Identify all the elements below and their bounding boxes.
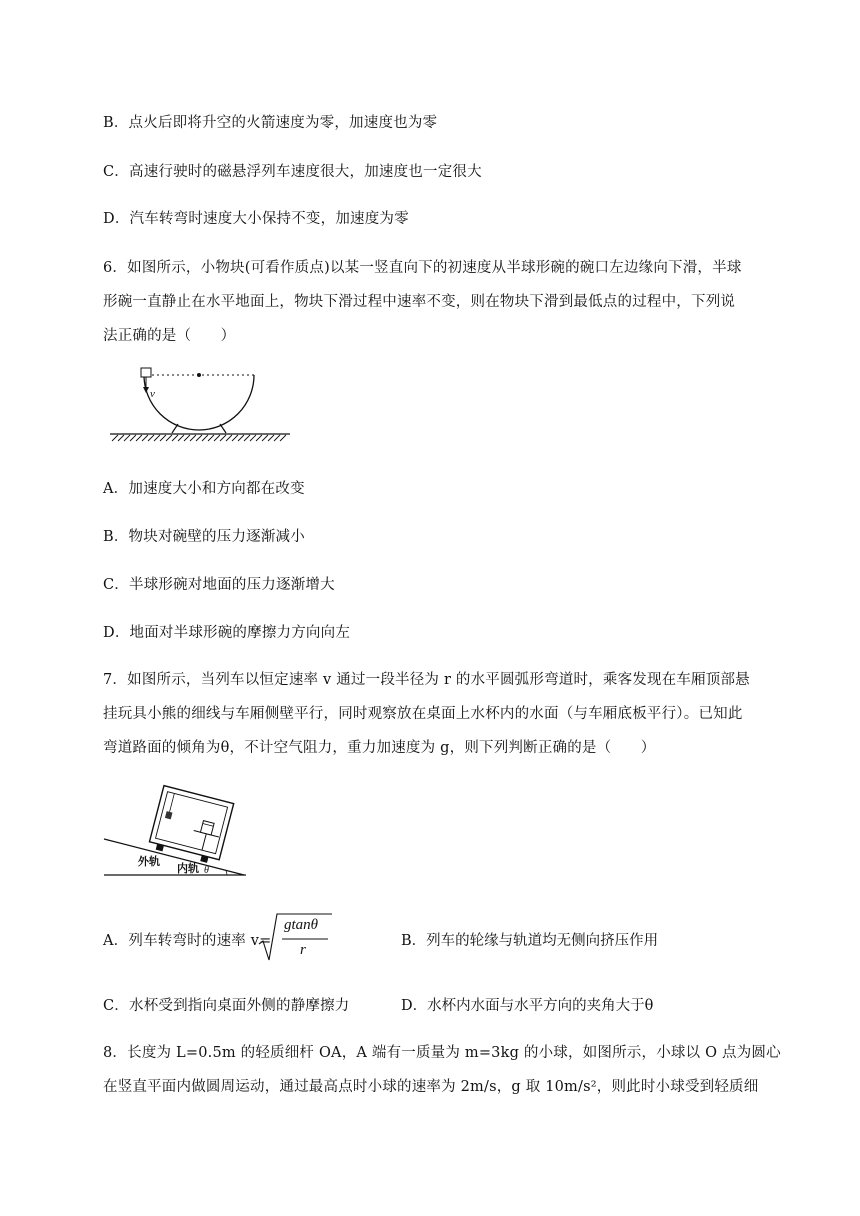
q6-option-c: C．半球形碗对地面的压力逐渐增大 — [103, 577, 335, 593]
bowl-figure — [108, 362, 294, 446]
q6-stem-line3: 法正确的是（ ） — [103, 328, 236, 344]
angle-label: θ — [204, 865, 209, 876]
q6-option-d: D．地面对半球形碗的摩擦力方向向左 — [103, 625, 351, 641]
train-figure — [102, 784, 252, 880]
q7-option-c: C．水杯受到指向桌面外侧的静摩擦力 — [103, 998, 350, 1014]
q7-option-a-formula — [258, 912, 333, 964]
q7-option-b: B．列车的轮缘与轨道均无侧向挤压作用 — [401, 933, 659, 949]
velocity-label: v — [150, 388, 155, 400]
q6-stem-line2: 形碗一直静止在水平地面上，物块下滑过程中速率不变，则在物块下滑到最低点的过程中，下列说 — [103, 294, 736, 310]
q7-stem-line2: 挂玩具小熊的细线与车厢侧壁平行，同时观察放在桌面上水杯内的水面（与车厢底板平行）。已知此 — [103, 706, 743, 722]
q8-stem-line2: 在竖直平面内做圆周运动，通过最高点时小球的速率为 2m/s，g 取 10m/s²，则此时小球受到轻质细 — [103, 1079, 759, 1095]
q6-option-b: B．物块对碗壁的压力逐渐减小 — [103, 529, 305, 545]
q7-option-a: A．列车转弯时的速率 v= — [103, 933, 272, 949]
q6-stem-line1: 6．如图所示，小物块(可看作质点)以某一竖直向下的初速度从半球形碗的碗口左边缘向下滑，半球 — [103, 260, 742, 276]
formula-denominator: r — [300, 942, 306, 958]
formula-numerator: gtanθ — [284, 917, 319, 933]
inner-rail-label: 内轨 — [177, 862, 199, 875]
q7-stem-line3: 弯道路面的倾角为θ，不计空气阻力，重力加速度为 g，则下列判断正确的是（ ） — [103, 740, 656, 756]
outer-rail-label: 外轨 — [138, 855, 160, 868]
q6-option-a: A．加速度大小和方向都在改变 — [103, 481, 305, 497]
q5-option-c: C．高速行驶时的磁悬浮列车速度很大，加速度也一定很大 — [103, 164, 482, 180]
q8-stem-line1: 8．长度为 L=0.5m 的轻质细杆 OA，A 端有一质量为 m=3kg 的小球，如图所示，小球以 O 点为圆心 — [103, 1045, 781, 1061]
q7-stem-line1: 7．如图所示，当列车以恒定速率 v 通过一段半径为 r 的水平圆弧形弯道时，乘客发现在车厢顶部悬 — [103, 672, 750, 688]
q5-option-d: D．汽车转弯时速度大小保持不变，加速度为零 — [103, 211, 409, 227]
q7-option-d: D．水杯内水面与水平方向的夹角大于θ — [401, 998, 654, 1014]
q5-option-b: B．点火后即将升空的火箭速度为零，加速度也为零 — [103, 115, 438, 131]
